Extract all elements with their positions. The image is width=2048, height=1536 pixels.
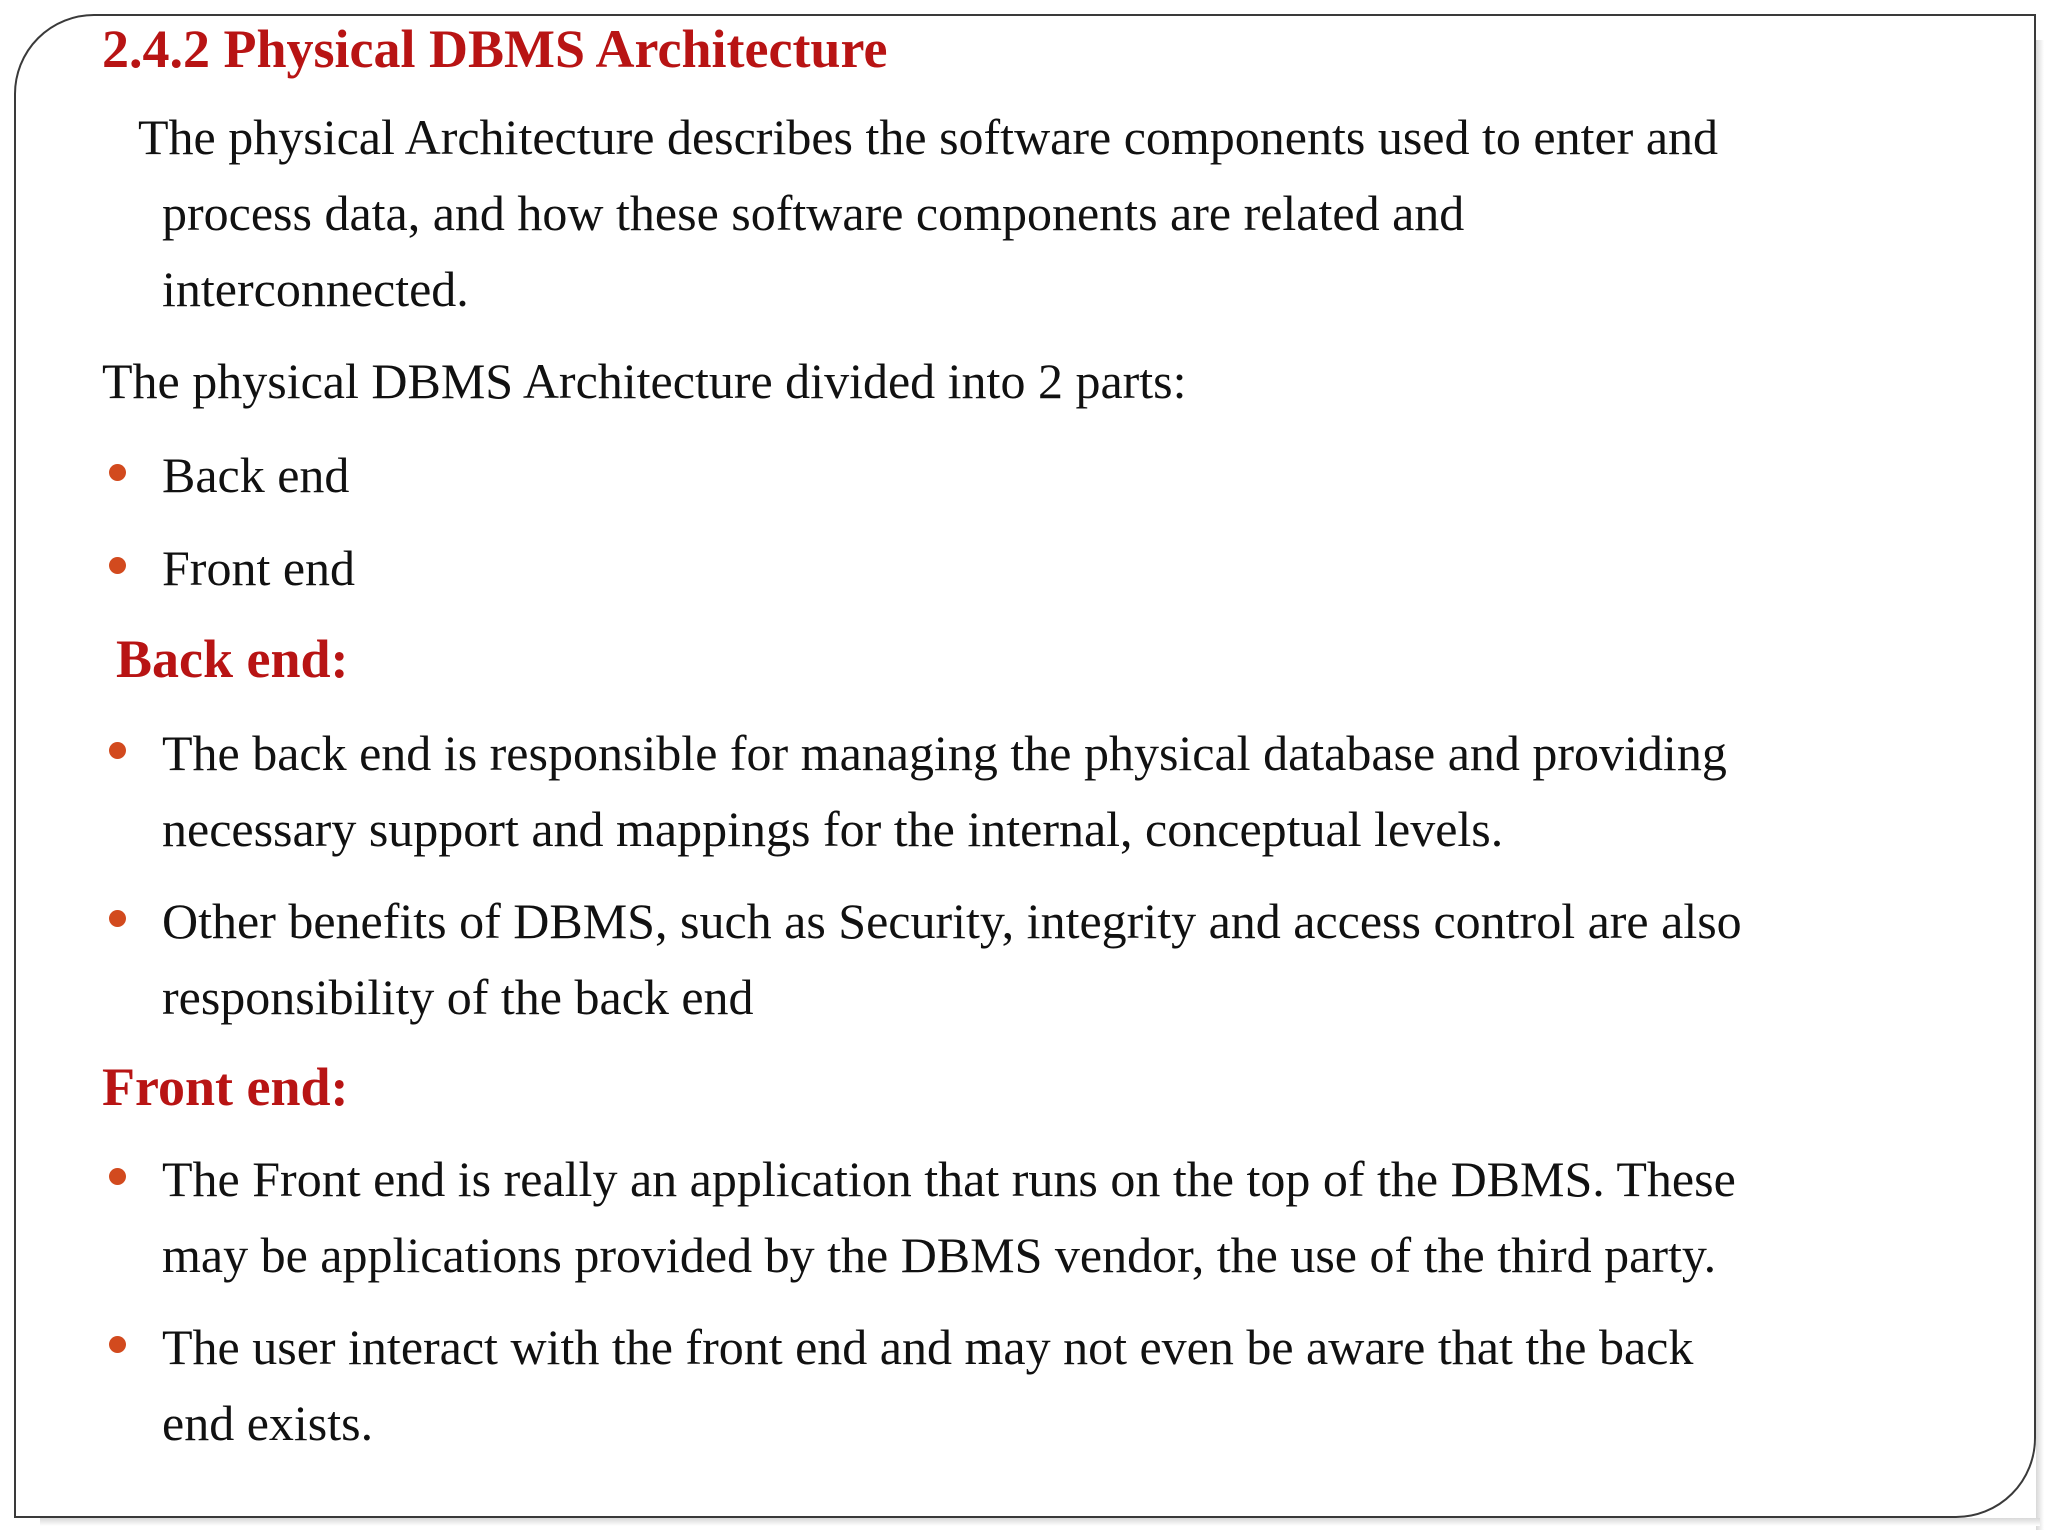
bullet-icon bbox=[109, 742, 126, 759]
front-end-bullet-2-line-2: end exists. bbox=[162, 1395, 374, 1451]
frame-shadow-right bbox=[2036, 40, 2044, 1530]
front-end-bullet-2-line-1: The user interact with the front end and may not even be aware that the back bbox=[162, 1319, 1694, 1375]
bullet-icon bbox=[109, 1336, 126, 1353]
part-front-end: Front end bbox=[162, 540, 356, 596]
back-end-bullet-2-line-1: Other benefits of DBMS, such as Security, integrity and access control are also bbox=[162, 893, 1742, 949]
front-end-bullet-1-line-1: The Front end is really an application that runs on the top of the DBMS. These bbox=[162, 1151, 1736, 1207]
bullet-icon bbox=[109, 557, 126, 574]
back-end-bullet-1-line-2: necessary support and mappings for the internal, conceptual levels. bbox=[162, 801, 1504, 857]
intro-line-1: The physical Architecture describes the software components used to enter and bbox=[138, 109, 1719, 165]
back-end-bullet-2-line-2: responsibility of the back end bbox=[162, 969, 754, 1025]
front-end-bullet-1-line-2: may be applications provided by the DBMS vendor, the use of the third party. bbox=[162, 1227, 1717, 1283]
frame-shadow-bottom bbox=[40, 1518, 2040, 1526]
front-end-heading: Front end: bbox=[102, 1057, 349, 1117]
intro-line-3: interconnected. bbox=[162, 261, 469, 317]
part-back-end: Back end bbox=[162, 447, 350, 503]
bullet-icon bbox=[109, 464, 126, 481]
intro-line-2: process data, and how these software components are related and bbox=[162, 185, 1465, 241]
bullet-icon bbox=[109, 1168, 126, 1185]
slide-title: 2.4.2 Physical DBMS Architecture bbox=[102, 19, 888, 79]
bullet-icon bbox=[109, 910, 126, 927]
division-text: The physical DBMS Architecture divided into 2 parts: bbox=[102, 353, 1187, 409]
back-end-bullet-1-line-1: The back end is responsible for managing the physical database and providing bbox=[162, 725, 1727, 781]
back-end-heading: Back end: bbox=[116, 629, 349, 689]
